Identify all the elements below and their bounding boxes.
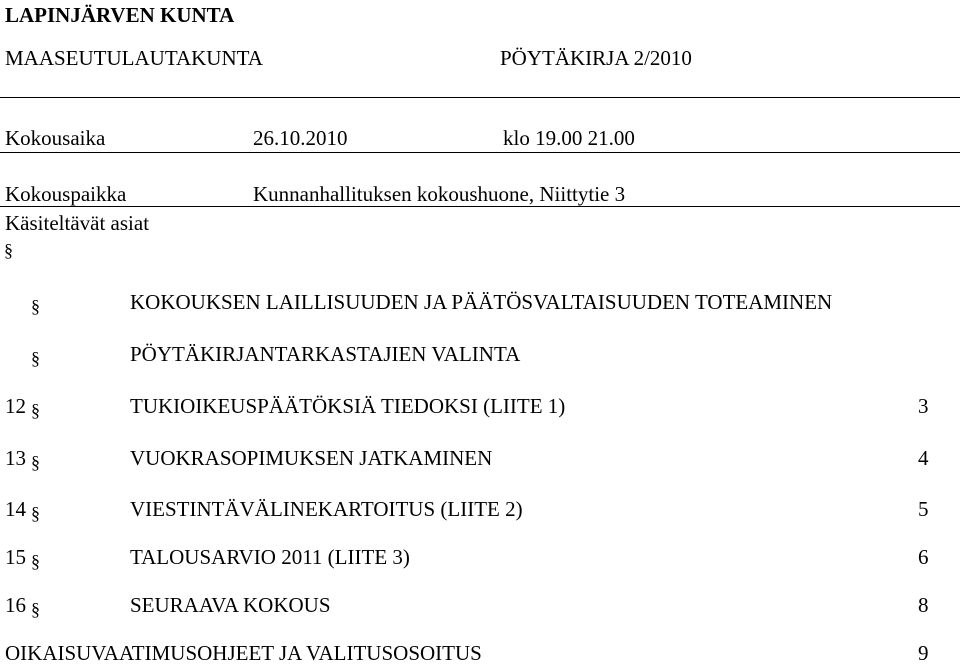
agenda-item-title: SEURAAVA KOKOUS <box>130 593 331 617</box>
agenda-item-title: VIESTINTÄVÄLINEKARTOITUS (LIITE 2) <box>130 497 523 521</box>
agenda-item-title: TUKIOIKEUSPÄÄTÖKSIÄ TIEDOKSI (LIITE 1) <box>130 394 566 418</box>
meeting-time-label: Kokousaika <box>5 126 106 150</box>
agenda-item-section-sign: § <box>31 296 40 316</box>
agenda-item-title: VUOKRASOPIMUKSEN JATKAMINEN <box>130 446 493 470</box>
board-name: MAASEUTULAUTAKUNTA <box>5 46 263 70</box>
agenda-item-section-sign: § <box>31 400 40 420</box>
agenda-item-section-sign: § <box>31 452 40 472</box>
appeal-instructions-page: 9 <box>918 641 929 665</box>
agenda-item-number: 14 <box>5 497 26 521</box>
agenda-item-number: 12 <box>5 394 26 418</box>
minutes-number: PÖYTÄKIRJA 2/2010 <box>500 46 692 70</box>
agenda-item-title: TALOUSARVIO 2011 (LIITE 3) <box>130 545 410 569</box>
agenda-item-title: PÖYTÄKIRJANTARKASTAJIEN VALINTA <box>130 342 521 366</box>
agenda-heading: Käsiteltävät asiat <box>5 211 150 235</box>
agenda-item-page: 6 <box>918 545 929 569</box>
agenda-item-page: 8 <box>918 593 929 617</box>
appeal-instructions-title: OIKAISUVAATIMUSOHJEET JA VALITUSOSOITUS <box>5 641 482 665</box>
agenda-item-title: KOKOUKSEN LAILLISUUDEN JA PÄÄTÖSVALTAISUUDEN TOTEAMINEN <box>130 290 833 314</box>
agenda-item-number: 13 <box>5 446 26 470</box>
meeting-time: klo 19.00 21.00 <box>503 126 635 150</box>
agenda-item-page: 5 <box>918 497 929 521</box>
agenda-item-section-sign: § <box>31 599 40 619</box>
agenda-item-number: 16 <box>5 593 26 617</box>
meeting-place-label: Kokouspaikka <box>5 182 127 206</box>
section-sign: § <box>4 240 13 260</box>
agenda-item-page: 3 <box>918 394 929 418</box>
meeting-place: Kunnanhallituksen kokoushuone, Niittytie 3 <box>253 182 626 206</box>
agenda-item-section-sign: § <box>31 551 40 571</box>
municipality-name: LAPINJÄRVEN KUNTA <box>5 3 235 27</box>
meeting-date: 26.10.2010 <box>253 126 348 150</box>
time-divider <box>0 152 960 153</box>
agenda-item-section-sign: § <box>31 503 40 523</box>
agenda-item-section-sign: § <box>31 348 40 368</box>
place-divider <box>0 206 960 207</box>
agenda-item-page: 4 <box>918 446 929 470</box>
header-divider <box>0 97 960 98</box>
agenda-item-number: 15 <box>5 545 26 569</box>
